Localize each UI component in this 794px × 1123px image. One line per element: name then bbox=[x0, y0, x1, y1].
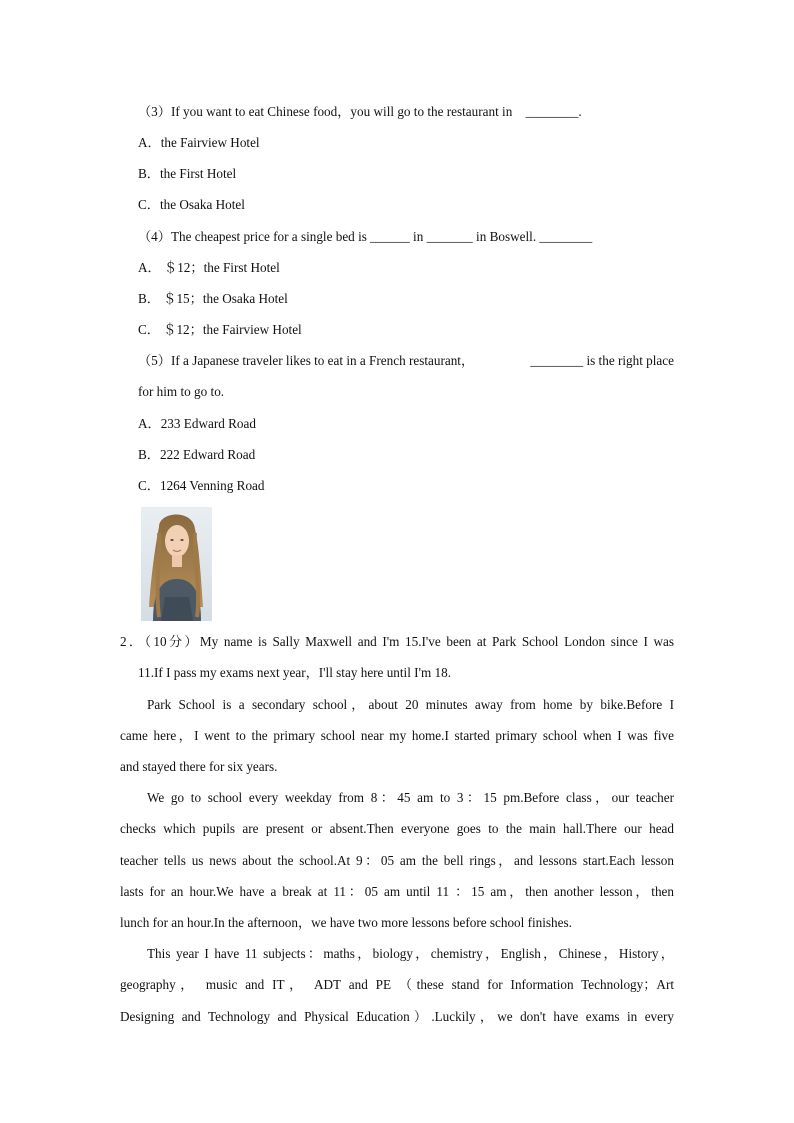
paragraph-2-line3: teacher tells us news about the school.At 9：05 am the bell rings，and lessons start.Each lesson bbox=[120, 853, 674, 868]
paragraph-2-line5: lunch for an hour.In the afternoon，we have two more lessons before school finishes. bbox=[120, 915, 572, 930]
q4-option-a: A． ＄12；the First Hotel bbox=[138, 260, 280, 275]
paragraph-2-line1: We go to school every weekday from 8：45 am to 3：15 pm.Before class，our teacher bbox=[147, 790, 674, 805]
passage-header-line2: 11.If I pass my exams next year，I'll stay here until I'm 18. bbox=[138, 665, 451, 680]
paragraph-2-line4: lasts for an hour.We have a break at 11：05 am until 11 ：15 am，then another lesson，then bbox=[120, 884, 674, 899]
passage-header-line1: 2．（10分）My name is Sally Maxwell and I'm 15.I've been at Park School London since I was bbox=[120, 634, 674, 649]
paragraph-3-line3: Designing and Technology and Physical Education）.Luckily，we don't have exams in every bbox=[120, 1009, 674, 1024]
q3-option-c: C．the Osaka Hotel bbox=[138, 197, 245, 212]
q3-stem: （3）If you want to eat Chinese food，you will go to the restaurant in ________. bbox=[138, 104, 582, 119]
q5-stem-continued: for him to go to. bbox=[138, 384, 225, 399]
student-photo bbox=[141, 507, 212, 621]
q5-stem: （5）If a Japanese traveler likes to eat in a French restaurant， bbox=[138, 353, 475, 368]
q3-option-b: B．the First Hotel bbox=[138, 166, 237, 181]
paragraph-1-line2: came here，I went to the primary school near my home.I started primary school when I was five bbox=[120, 728, 674, 743]
q5-option-c: C．1264 Venning Road bbox=[138, 478, 265, 493]
q4-option-c: C． ＄12；the Fairview Hotel bbox=[138, 322, 302, 337]
q3-option-a: A．the Fairview Hotel bbox=[138, 135, 260, 150]
paragraph-1-line3: and stayed there for six years. bbox=[120, 759, 278, 774]
girl-portrait-image bbox=[141, 507, 212, 621]
paragraph-2-line2: checks which pupils are present or absent.Then everyone goes to the main hall.There our head bbox=[120, 821, 674, 836]
q4-option-b: B． ＄15；the Osaka Hotel bbox=[138, 291, 288, 306]
q5-stem-right: ________ is the right place bbox=[530, 353, 674, 368]
paragraph-1-line1: Park School is a secondary school，about 20 minutes away from home by bike.Before I bbox=[147, 697, 674, 712]
q3-blank: ________. bbox=[525, 104, 582, 119]
paragraph-3-line2: geography， music and IT， ADT and PE （these stand for Information Technology；Art bbox=[120, 977, 674, 992]
q5-option-a: A．233 Edward Road bbox=[138, 416, 256, 431]
q4-stem: （4）The cheapest price for a single bed is ______ in _______ in Boswell. ________ bbox=[138, 229, 593, 244]
paragraph-3-line1: This year I have 11 subjects：maths，biology，chemistry，English，Chinese，History， bbox=[147, 946, 674, 961]
q5-option-b: B．222 Edward Road bbox=[138, 447, 256, 462]
